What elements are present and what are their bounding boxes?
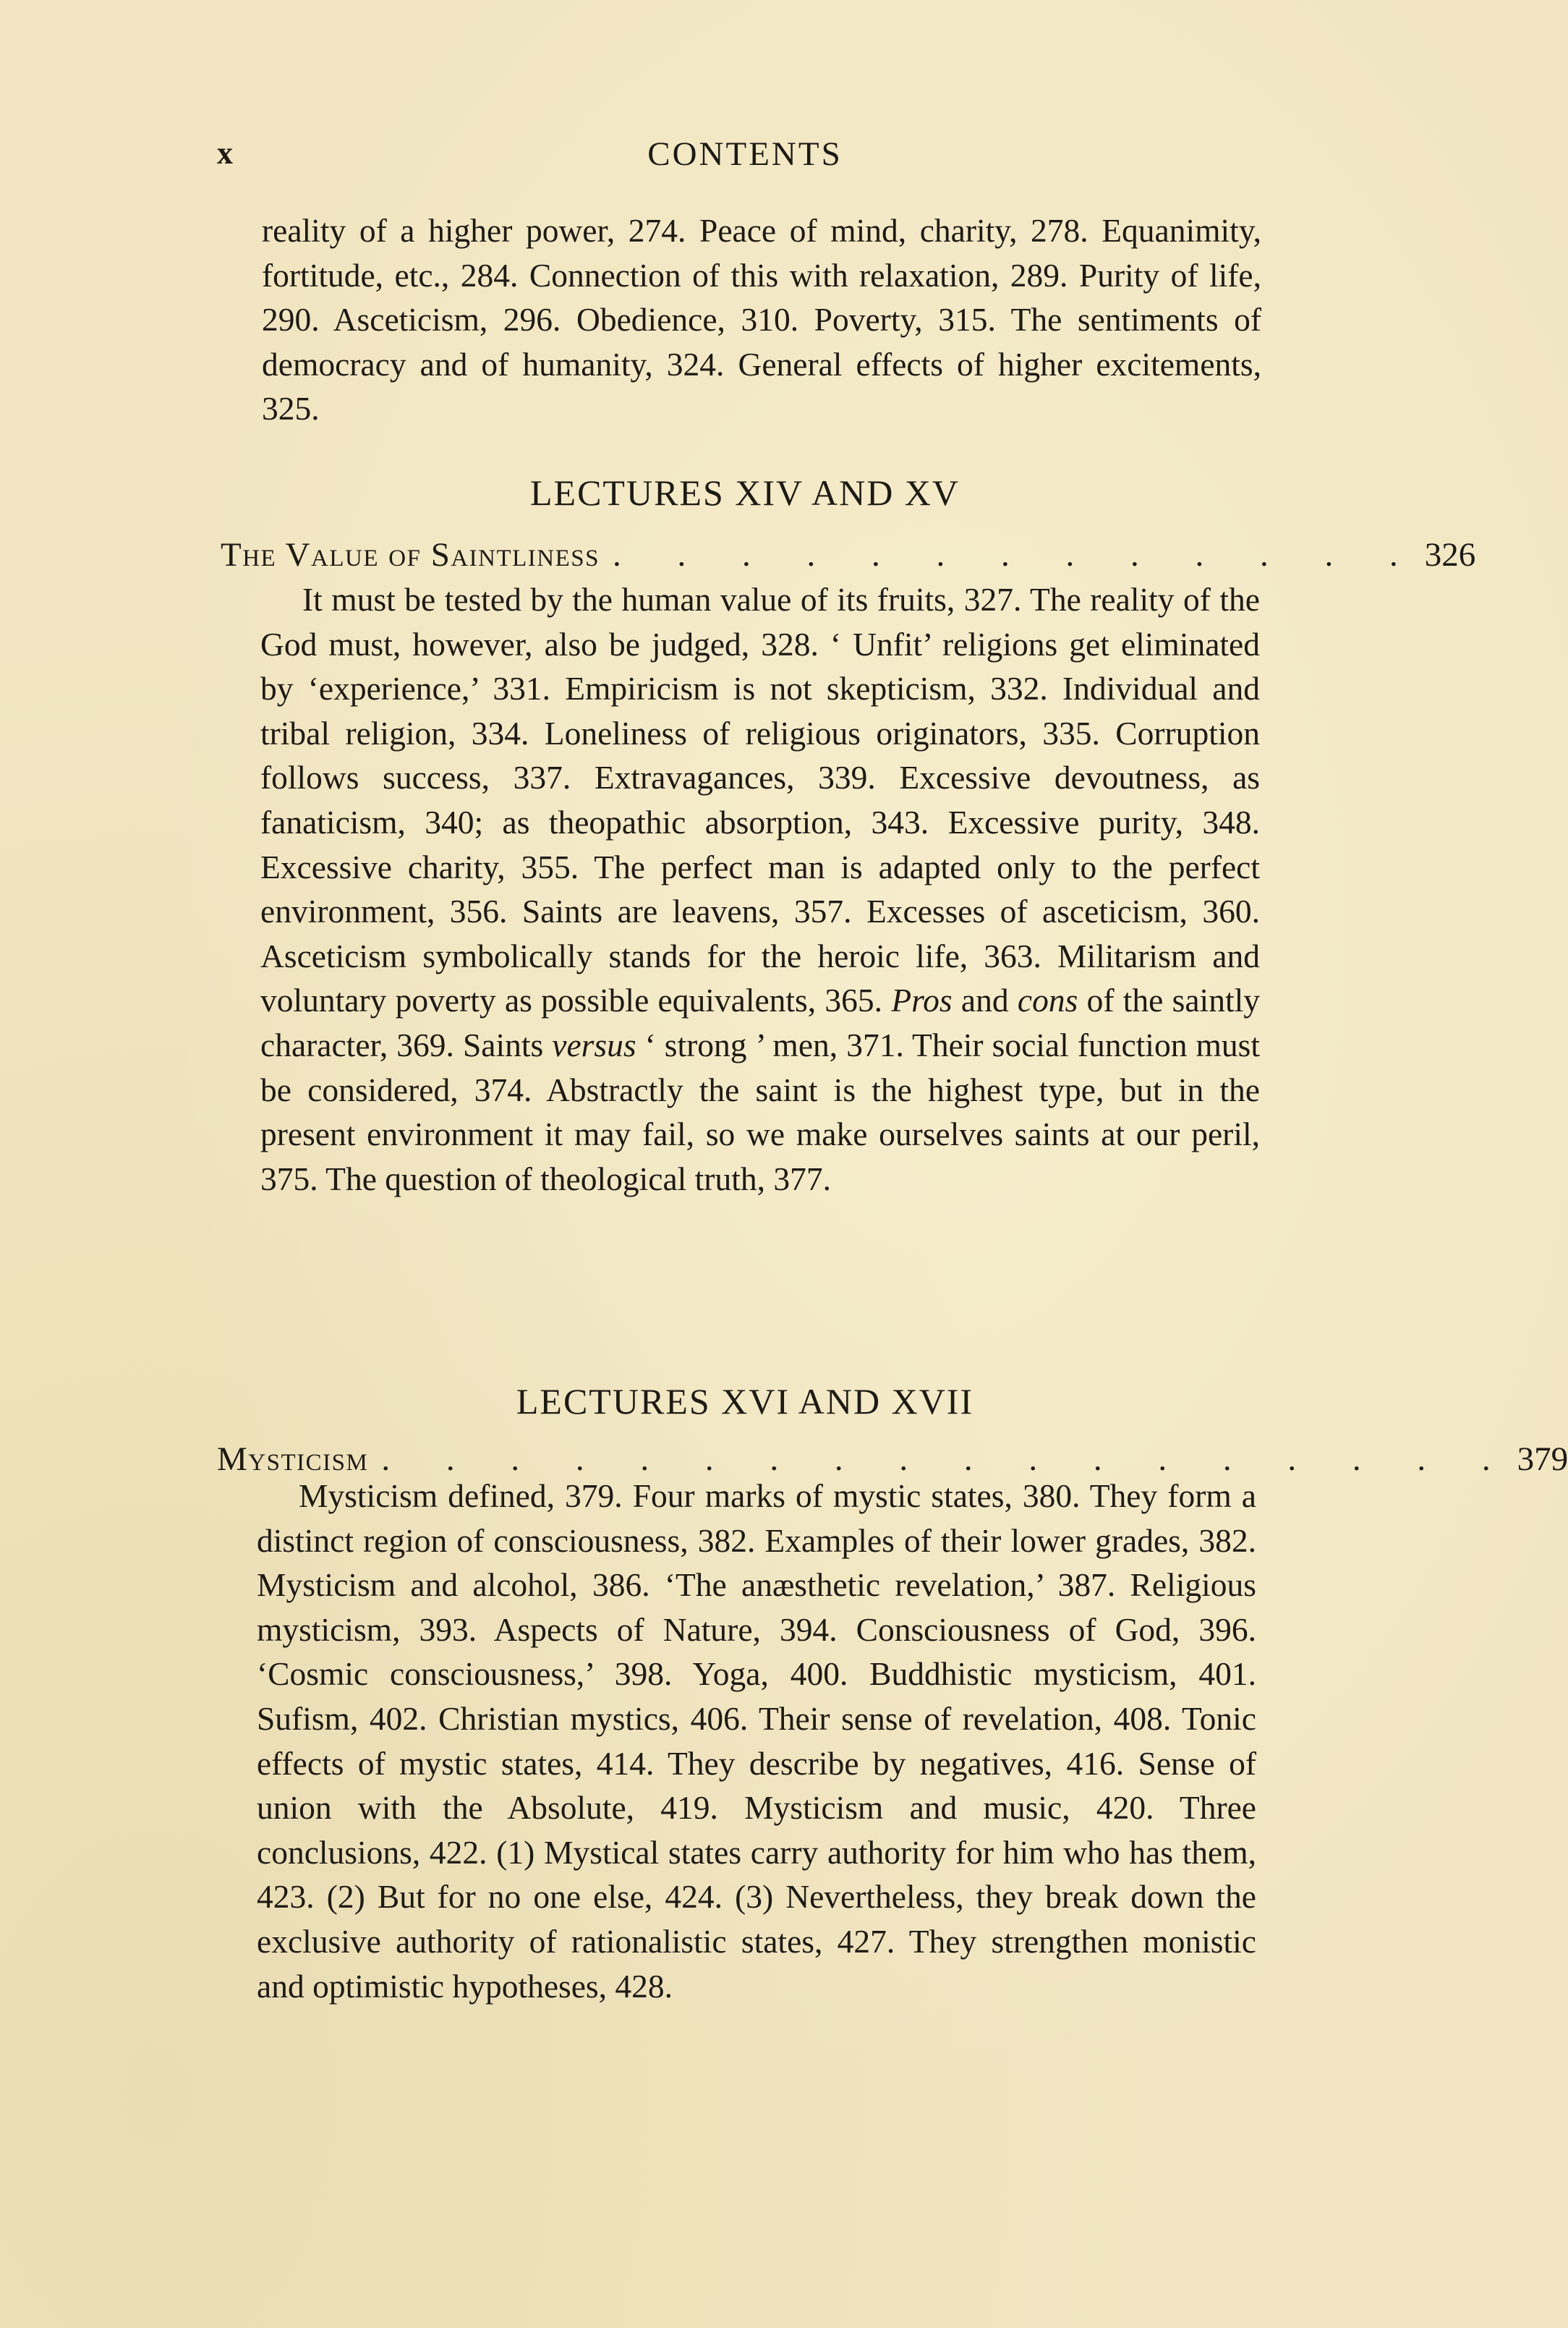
lecture-summary-mysticism: Mysticism defined, 379. Four marks of mystic states, 380. They form a distinct region of consciousness, 382. Examples of their lower grades, 382. Mysticism and alcohol, 386. ‘The anæsthetic revelation,’ 387. Religious mysticism, 393. Aspects of Nature, 394. Consciousness of God, 396. ‘Cosmic consciousness,’ 398. Yoga, 400. Buddhistic mysticism, 401. Sufism, 402. Christian mystics, 406. Their sense of revelation, 408. Tonic effects of mystic states, 414. They describe by negatives, 416. Sense of union with the Absolute, 419. Mysticism and music, 420. Three conclusions, 422. (1) Mystical states carry authority for him who has them, 423. (2) But for no one else, 424. (3) Nevertheless, they break down the exclusive authority of rationalistic states, 427. They strengthen monistic and optimistic hypotheses, 428. (257, 1477, 1256, 2005)
summary-italic-versus: versus (552, 1026, 636, 1063)
toc-entry-title: Mysticism (217, 1440, 369, 1478)
summary-italic-cons: cons (1017, 982, 1078, 1019)
toc-page-number: 326 (1424, 536, 1476, 574)
continued-summary-paragraph: reality of a higher power, 274. Peace of mind, charity, 278. Equanimity, fortitude, etc., 284. Connection of this with relaxation, 289. Purity of life, 290. Asceticism, 296. Obedience, 310. Poverty, 315. The sentiments of democracy and of humanity, 324. General effects of higher excitements, 325. (262, 212, 1261, 428)
running-title: CONTENTS (647, 135, 843, 173)
dot-leader: . . . . . . . . . . . . . (613, 536, 1422, 574)
toc-page-number: 379 (1517, 1440, 1568, 1478)
summary-text: of the saintly character, 369. Saints (260, 982, 1260, 1063)
page-folio: x (217, 135, 234, 171)
lecture-summary-saintliness (260, 577, 1260, 1201)
section-heading-lectures-xvi-xvii: LECTURES XVI AND XVII (516, 1381, 974, 1422)
section-heading-lectures-xiv-xv: LECTURES XIV AND XV (529, 472, 960, 513)
summary-text: ‘ strong ’ men, 371. Their social function must be considered, 374. Abstractly the saint is the highest type, but in the present environment it may fail, so we make ourselves saints at our peril, 375. The question of theological truth, 377. (260, 1026, 1260, 1197)
running-head (217, 135, 1273, 178)
summary-text: It must be tested by the human value of its fruits, 327. The reality of the God must, however, also be judged, 328. ‘ Unfit’ religions get eliminated by ‘experience,’ 331. Empiricism is not skepticism, 332. Individual and tribal religion, 334. Loneliness of religious originators, 335. Corruption follows success, 337. Extravagances, 339. Excessive devoutness, as fanaticism, 340; as theopathic absorption, 343. Excessive purity, 348. Excessive charity, 355. The perfect man is adapted only to the perfect environment, 356. Saints are leavens, 357. Excesses of asceticism, 360. Asceticism symbolically stands for the heroic life, 363. Militarism and voluntary poverty as possible equivalents, 365. (260, 581, 1260, 1019)
summary-italic-pros: Pros (891, 982, 953, 1019)
dot-leader: . . . . . . . . . . . . . . . . . . (381, 1440, 1514, 1478)
toc-entry-title: The Value of Saintliness (221, 536, 600, 574)
toc-entry-value-of-saintliness[interactable] (221, 532, 1476, 578)
summary-text: and (952, 982, 1018, 1019)
